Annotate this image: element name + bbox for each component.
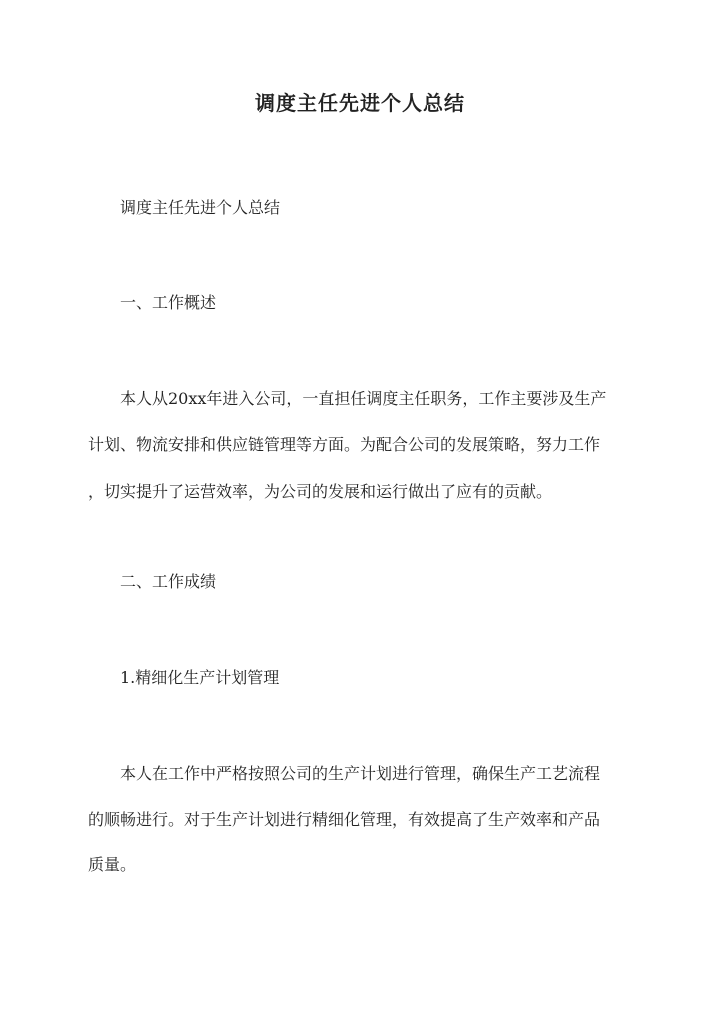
document-title: 调度主任先进个人总结	[255, 91, 465, 115]
subsection-heading-planning: 1.精细化生产计划管理	[120, 668, 280, 687]
paragraph-line: 本人从20xx年进入公司，一直担任调度主任职务，工作主要涉及生产	[120, 389, 607, 408]
paragraph-line: 计划、物流安排和供应链管理等方面。为配合公司的发展策略，努力工作	[88, 435, 601, 454]
paragraph-line: 本人在工作中严格按照公司的生产计划进行管理，确保生产工艺流程	[120, 764, 601, 783]
paragraph-line: 的顺畅进行。对于生产计划进行精细化管理，有效提高了生产效率和产品	[88, 810, 601, 829]
section-heading-achievements: 二、工作成绩	[120, 572, 217, 591]
paragraph-line: 质量。	[88, 855, 137, 874]
section-heading-overview: 一、工作概述	[120, 293, 217, 312]
paragraph-line: ，切实提升了运营效率，为公司的发展和运行做出了应有的贡献。	[88, 482, 553, 501]
document-subtitle: 调度主任先进个人总结	[120, 198, 281, 217]
